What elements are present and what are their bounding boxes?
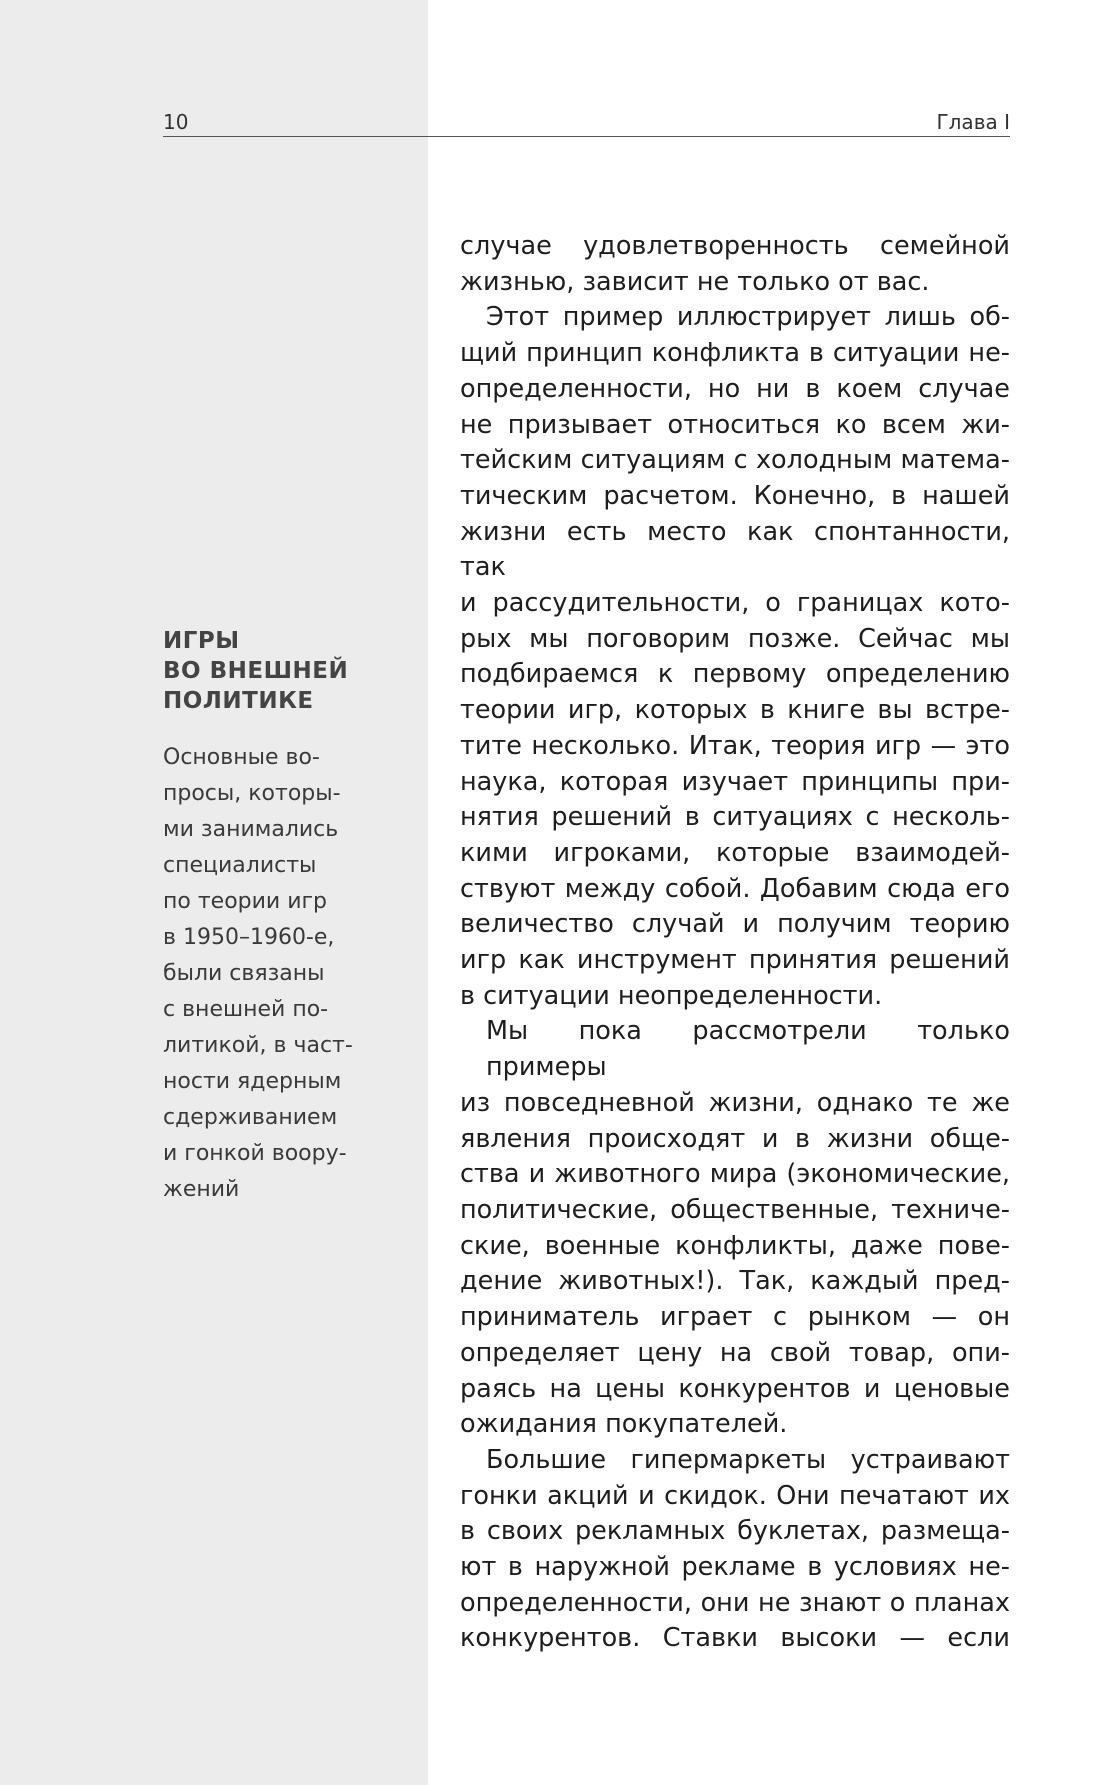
body-line: тейским ситуациям с холодным матема- bbox=[460, 445, 1010, 476]
page-number: 10 bbox=[163, 110, 189, 134]
chapter-title: Глава I bbox=[936, 110, 1010, 134]
body-line: в ситуации неопределенности. bbox=[460, 980, 883, 1011]
body-line: ствуют между собой. Добавим сюда его bbox=[460, 873, 1010, 904]
body-line: нятия решений в ситуациях с несколь- bbox=[460, 802, 1010, 833]
body-line: приниматель играет с рынком — он bbox=[460, 1302, 1010, 1333]
sidebar-heading bbox=[163, 626, 403, 716]
sidebar-line: ности ядерным bbox=[163, 1069, 342, 1094]
body-line: раясь на цены конкурентов и ценовые bbox=[460, 1373, 1010, 1404]
body-line: тите несколько. Итак, теория игр — это bbox=[460, 730, 1010, 761]
sidebar-line: ми занимались bbox=[163, 817, 339, 842]
body-line: случае удовлетворенность семейной bbox=[460, 231, 1010, 261]
sidebar-heading-line: ПОЛИТИКЕ bbox=[163, 688, 314, 714]
sidebar-heading-line: ВО ВНЕШНЕЙ bbox=[163, 658, 349, 684]
body-line: ожидания покупателей. bbox=[460, 1409, 788, 1440]
body-line: явления происходят и в жизни обще- bbox=[460, 1123, 1010, 1154]
body-line: величество случай и получим теорию bbox=[460, 909, 1010, 940]
body-line: Мы пока рассмотрели только примеры bbox=[486, 1016, 1010, 1083]
sidebar-line: были связаны bbox=[163, 961, 325, 986]
sidebar-line: по теории игр bbox=[163, 889, 328, 914]
sidebar-line: в 1950–1960-е, bbox=[163, 925, 335, 950]
main-body-text bbox=[460, 229, 1010, 1657]
sidebar-heading-line: ИГРЫ bbox=[163, 628, 240, 654]
sidebar-line: литикой, в част- bbox=[163, 1033, 353, 1058]
body-line: не призывает относиться ко всем жи- bbox=[460, 409, 1010, 440]
sidebar-line: с внешней по- bbox=[163, 997, 329, 1022]
body-line: кими игроками, которые взаимодей- bbox=[460, 837, 1010, 868]
body-line: определенности, они не знают о планах bbox=[460, 1587, 1010, 1618]
body-line: подбираемся к первому определению bbox=[460, 659, 1010, 690]
body-line: гонки акций и скидок. Они печатают их bbox=[460, 1480, 1010, 1511]
body-line: щий принцип конфликта в ситуации не- bbox=[460, 338, 1010, 369]
body-line: из повседневной жизни, однако те же bbox=[460, 1087, 1010, 1118]
body-line: игр как инструмент принятия решений bbox=[460, 945, 1010, 976]
body-line: ства и животного мира (экономические, bbox=[460, 1159, 1010, 1190]
body-line: в своих рекламных буклетах, размеща- bbox=[460, 1516, 1010, 1547]
sidebar-line: и гонкой воору- bbox=[163, 1141, 347, 1166]
body-line: жизнью, зависит не только от вас. bbox=[460, 266, 930, 297]
sidebar-line: специалисты bbox=[163, 853, 317, 878]
body-line: политические, общественные, техниче- bbox=[460, 1194, 1010, 1225]
body-line: Этот пример иллюстрирует лишь об- bbox=[486, 302, 1010, 333]
body-line: конкурентов. Ставки высоки — если bbox=[460, 1623, 1010, 1654]
body-line: наука, которая изучает принципы при- bbox=[460, 766, 1010, 797]
body-line: тическим расчетом. Конечно, в нашей bbox=[460, 480, 1010, 511]
body-line: Большие гипермаркеты устраивают bbox=[486, 1444, 1010, 1475]
sidebar-line: сдерживанием bbox=[163, 1105, 338, 1130]
body-line: дение животных!). Так, каждый пред- bbox=[460, 1266, 1010, 1297]
body-line: ские, военные конфликты, даже пове- bbox=[460, 1230, 1010, 1261]
body-line: определенности, но ни в коем случае bbox=[460, 373, 1010, 404]
body-line: жизни есть место как спонтанности, так bbox=[460, 516, 1010, 583]
body-line: теории игр, которых в книге вы встре- bbox=[460, 695, 1010, 726]
body-line: определяет цену на свой товар, опи- bbox=[460, 1337, 1010, 1368]
sidebar-line: Основные во- bbox=[163, 745, 320, 770]
sidebar-line: просы, которы- bbox=[163, 781, 341, 806]
body-line: рых мы поговорим позже. Сейчас мы bbox=[460, 623, 1010, 654]
running-header bbox=[163, 110, 1010, 137]
body-line: ют в наружной рекламе в условиях не- bbox=[460, 1552, 1010, 1583]
body-line: и рассудительности, о границах кото- bbox=[460, 588, 1010, 619]
sidebar-line: жений bbox=[163, 1177, 240, 1202]
sidebar-note bbox=[163, 740, 403, 1208]
